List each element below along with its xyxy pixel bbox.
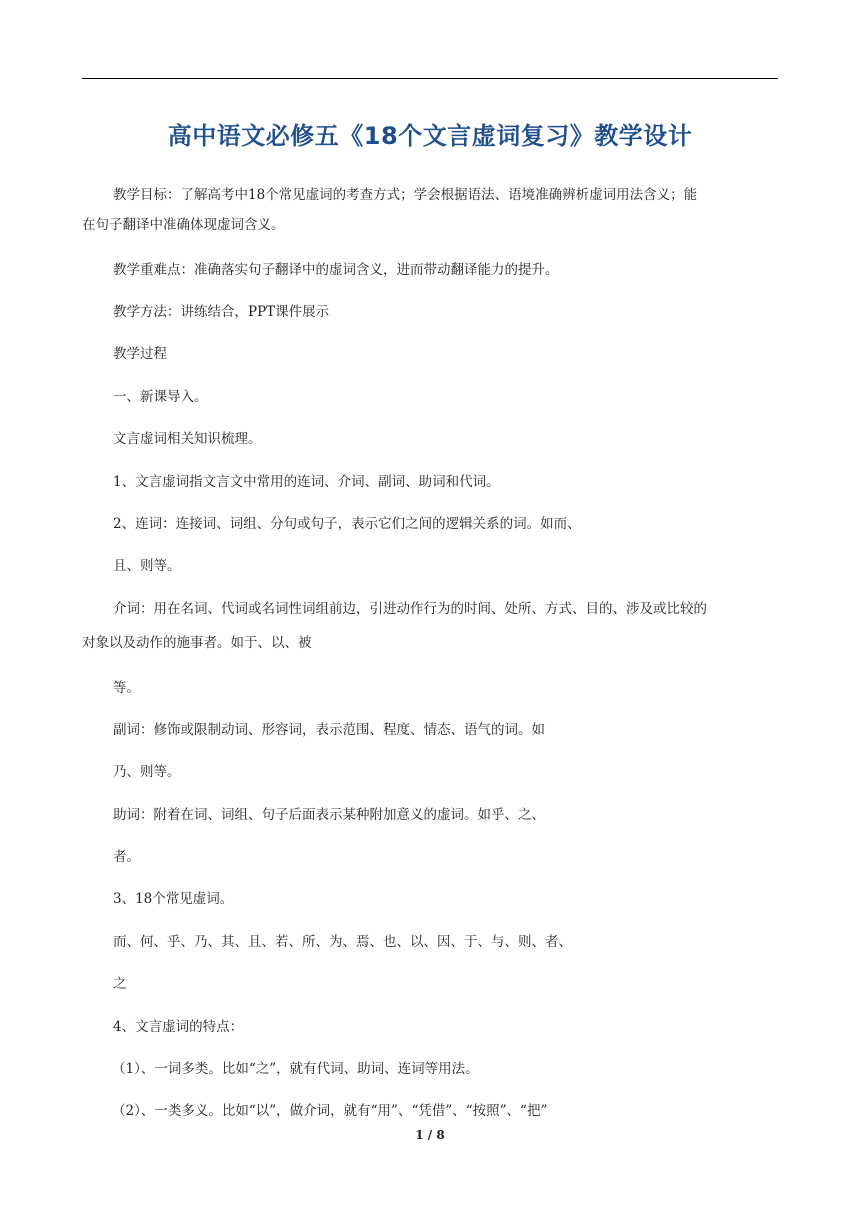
section-heading-intro: 一、新课导入。 xyxy=(113,389,208,405)
list-item-4: 4、文言虚词的特点： xyxy=(113,1019,244,1035)
page-number: 1 / 8 xyxy=(415,1128,445,1142)
paragraph-key-points: 教学重难点：准确落实句子翻译中的虚词含义，进而带动翻译能力的提升。 xyxy=(113,262,559,278)
list-item-2-cont: 且、则等。 xyxy=(113,558,181,574)
list-item-3: 3、18个常见虚词。 xyxy=(113,891,234,907)
paragraph-particles-cont: 者。 xyxy=(113,849,140,865)
list-item-2: 2、连词：连接词、词组、分句或句子，表示它们之间的逻辑关系的词。如而、 xyxy=(113,516,581,532)
paragraph-knowledge: 文言虚词相关知识梳理。 xyxy=(113,431,262,447)
list-item-1: 1、文言虚词指文言文中常用的连词、介词、副词、助词和代词。 xyxy=(113,474,500,490)
paragraph-particles: 助词：附着在词、词组、句子后面表示某种附加意义的虚词。如乎、之、 xyxy=(113,807,545,823)
paragraph-prepositions: 介词：用在名词、代词或名词性词组前边，引进动作行为的时间、处所、方式、目的、涉及或比较的 xyxy=(113,601,707,617)
paragraph-adverbs-cont: 乃、则等。 xyxy=(113,764,181,780)
paragraph-prepositions-cont: 对象以及动作的施事者。如于、以、被 xyxy=(82,635,312,651)
paragraph-objectives-cont: 在句子翻译中准确体现虚词含义。 xyxy=(82,217,285,233)
feature-item-1: （1）、一词多类。比如“之”，就有代词、助词、连词等用法。 xyxy=(112,1061,479,1077)
paragraph-adverbs: 副词：修饰或限制动词、形容词，表示范围、程度、情态、语气的词。如 xyxy=(113,722,545,738)
document-title: 高中语文必修五《18个文言虚词复习》教学设计 xyxy=(167,122,693,150)
paragraph-prepositions-end: 等。 xyxy=(113,680,140,696)
function-word-list: 而、何、乎、乃、其、且、若、所、为、焉、也、以、因、于、与、则、者、 xyxy=(113,934,572,950)
paragraph-objectives: 教学目标：了解高考中18个常见虚词的考查方式；学会根据语法、语境准确辨析虚词用法含义；能 xyxy=(113,187,698,203)
feature-item-2: （2）、一类多义。比如“以”，做介词，就有“用”、“凭借”、“按照”、“把” xyxy=(112,1103,548,1119)
function-word-list-cont: 之 xyxy=(113,976,127,992)
paragraph-process-heading: 教学过程 xyxy=(113,346,167,362)
header-rule xyxy=(82,78,778,79)
paragraph-methods: 教学方法：讲练结合，PPT课件展示 xyxy=(113,304,330,320)
